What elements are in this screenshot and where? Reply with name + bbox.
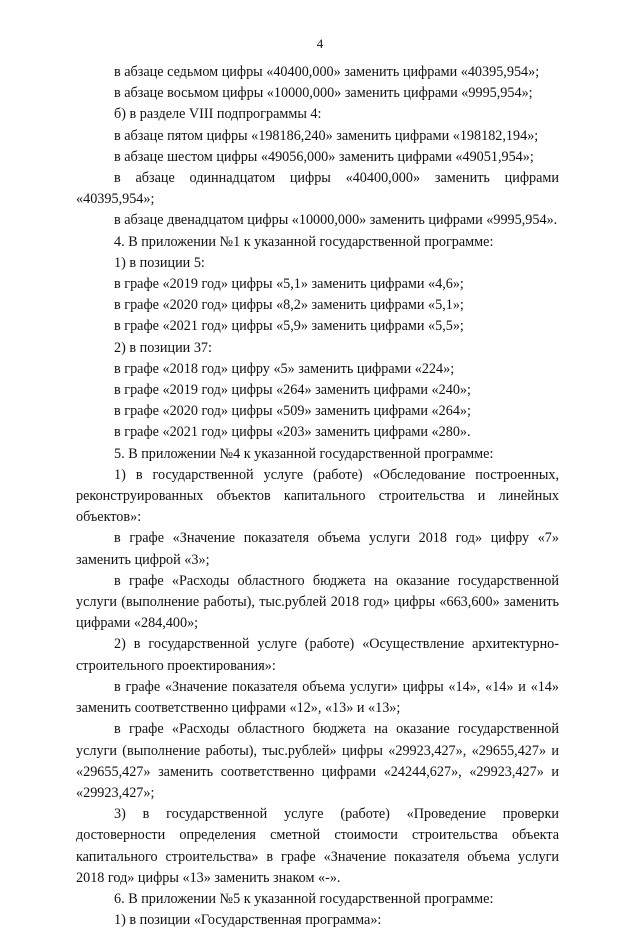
paragraph: в абзаце двенадцатом цифры «10000,000» заменить цифрами «9995,954». [114, 212, 558, 229]
paragraph: 1) в позиции 5: [114, 254, 205, 271]
paragraph: в графе «2020 год» цифры «509» заменить цифрами «264»; [114, 403, 471, 420]
paragraph: в графе «2019 год» цифры «264» заменить цифрами «240»; [114, 382, 471, 399]
paragraph: 2) в позиции 37: [114, 339, 212, 356]
document-body [76, 62, 559, 931]
paragraph: в графе «Значение показателя объема услуги» цифры «14», «14» и «14» заменить соответственно цифрами «12», «13» и «13»; [76, 678, 559, 717]
paragraph: 2) в государственной услуге (работе) «Осуществление архитектурно-строительного проектирования»: [76, 636, 559, 674]
paragraph: 1) в государственной услуге (работе) «Обследование построенных, реконструированных объектов капитального строительства и линейных объектов»: [76, 466, 559, 526]
paragraph: в графе «2020 год» цифры «8,2» заменить цифрами «5,1»; [114, 297, 464, 314]
paragraph: 1) в позиции «Государственная программа»: [114, 912, 382, 929]
paragraph: в графе «2021 год» цифры «5,9» заменить цифрами «5,5»; [114, 318, 464, 335]
paragraph: в графе «Расходы областного бюджета на оказание государственной услуги (выполнение работы), тыс.рублей» цифры «29923,427», «29655,427» и «29655,427» заменить соответственно цифрами «24244,627», «29923,427» и «29923,427»; [76, 721, 559, 801]
paragraph: в абзаце шестом цифры «49056,000» заменить цифрами «49051,954»; [114, 148, 534, 165]
paragraph: в графе «2019 год» цифры «5,1» заменить цифрами «4,6»; [114, 276, 464, 293]
paragraph: 5. В приложении №4 к указанной государственной программе: [114, 445, 494, 462]
paragraph: б) в разделе VIII подпрограммы 4: [114, 106, 322, 123]
paragraph: в графе «Значение показателя объема услуги 2018 год» цифру «7» заменить цифрой «3»; [76, 530, 559, 568]
paragraph: в абзаце восьмом цифры «10000,000» заменить цифрами «9995,954»; [114, 85, 533, 102]
paragraph: в графе «Расходы областного бюджета на оказание государственной услуги (выполнение работы), тыс.рублей 2018 год» цифры «663,600» заменить цифрами «284,400»; [76, 572, 559, 632]
paragraph: в графе «2018 год» цифру «5» заменить цифрами «224»; [114, 360, 455, 377]
paragraph: 6. В приложении №5 к указанной государственной программе: [114, 890, 494, 907]
paragraph: в абзаце одиннадцатом цифры «40400,000» заменить цифрами «40395,954»; [76, 170, 559, 208]
paragraph: в абзаце пятом цифры «198186,240» заменить цифрами «198182,194»; [114, 127, 539, 144]
page-number: 4 [316, 36, 324, 51]
paragraph: в графе «2021 год» цифры «203» заменить цифрами «280». [114, 424, 471, 441]
paragraph: 3) в государственной услуге (работе) «Проведение проверки достоверности определения сметной стоимости строительства объекта капитального строительства» в графе «Значение показателя объема услуги 2018 год» цифры «13» заменить знаком «-». [76, 806, 559, 886]
paragraph: в абзаце седьмом цифры «40400,000» заменить цифрами «40395,954»; [114, 64, 540, 80]
paragraph: 4. В приложении №1 к указанной государственной программе: [114, 233, 494, 250]
